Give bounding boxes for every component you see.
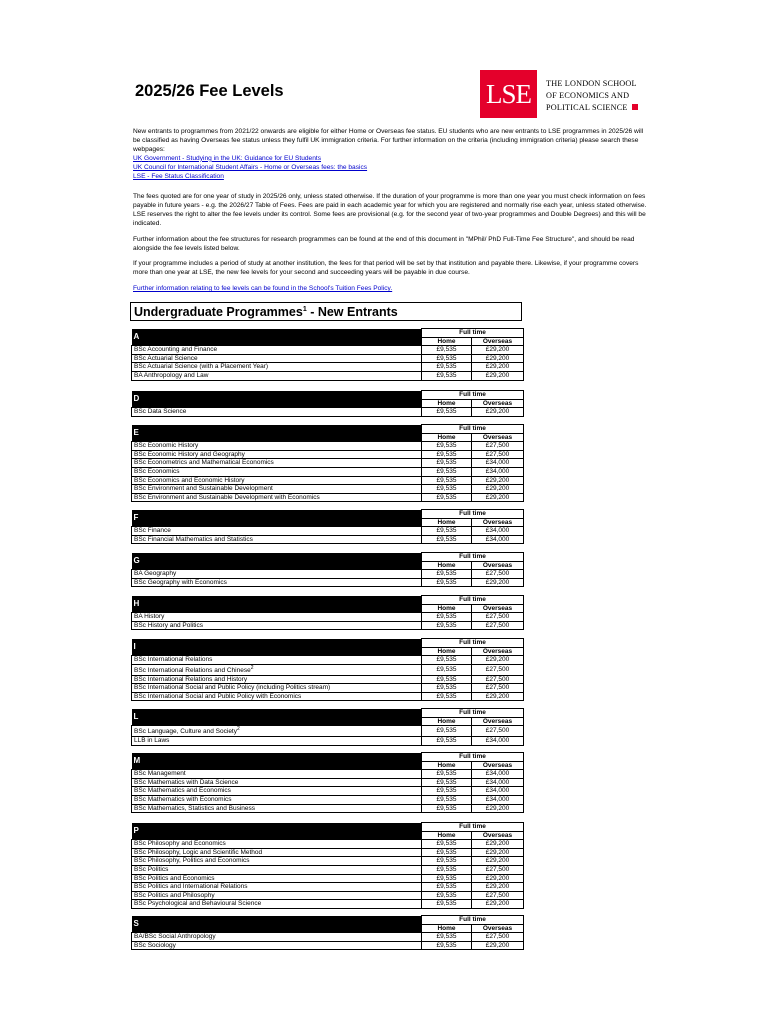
programme-name: BSc Economic History and Geography <box>132 450 422 459</box>
home-fee: £9,535 <box>422 874 472 883</box>
table-row <box>132 770 524 779</box>
home-fee: £9,535 <box>422 485 472 494</box>
overseas-header: Overseas <box>472 924 524 933</box>
table-row <box>132 621 524 630</box>
overseas-header: Overseas <box>472 831 524 840</box>
home-fee: £9,535 <box>422 684 472 693</box>
logo-line-2: OF ECONOMICS AND <box>546 91 630 100</box>
table-row <box>132 527 524 536</box>
table-row <box>132 535 524 544</box>
programme-name: BSc Politics <box>132 865 422 874</box>
full-time-header: Full time <box>422 639 524 648</box>
programme-name: BSc International Relations and History <box>132 675 422 684</box>
overseas-fee: £29,200 <box>472 363 524 372</box>
programme-name: BSc Geography with Economics <box>132 578 422 587</box>
table-row <box>132 795 524 804</box>
overseas-fee: £29,200 <box>472 485 524 494</box>
table-row <box>132 656 524 665</box>
programme-name: BSc Actuarial Science <box>132 354 422 363</box>
group-letter: I <box>132 639 422 656</box>
overseas-fee: £27,500 <box>472 865 524 874</box>
home-fee: £9,535 <box>422 804 472 813</box>
overseas-fee: £34,000 <box>472 787 524 796</box>
overseas-fee: £29,200 <box>472 578 524 587</box>
home-fee: £9,535 <box>422 848 472 857</box>
programme-name: BSc Mathematics, Statistics and Business <box>132 804 422 813</box>
fee-table-g <box>131 552 524 587</box>
home-fee: £9,535 <box>422 476 472 485</box>
table-row <box>132 891 524 900</box>
overseas-fee: £29,200 <box>472 874 524 883</box>
table-row <box>132 675 524 684</box>
overseas-fee: £34,000 <box>472 795 524 804</box>
overseas-fee: £34,000 <box>472 527 524 536</box>
fee-table-a <box>131 328 524 381</box>
table-row <box>132 371 524 380</box>
home-fee: £9,535 <box>422 527 472 536</box>
overseas-header: Overseas <box>472 518 524 527</box>
fee-table-h <box>131 595 524 630</box>
overseas-header: Overseas <box>472 433 524 442</box>
home-fee: £9,535 <box>422 656 472 665</box>
overseas-fee: £27,500 <box>472 450 524 459</box>
overseas-header: Overseas <box>472 717 524 726</box>
home-fee: £9,535 <box>422 613 472 622</box>
intro-paragraph-fees-quoted: The fees quoted are for one year of study in 2025/26 only, unless stated otherwise. If the duration of your programme is more than one year you must check information on fees payable in future years - e.g. the 2026/27 Table of Fees. Fees are paid in each academic year for which you are registered and normally rise each year, unless stated otherwise. LSE reserves the right to alter the fee levels under its control. Some fees are provisional (e.g. for the second year of two-year programmes and Double Degrees) and this will be indicated. <box>133 193 647 227</box>
overseas-fee: £27,500 <box>472 664 524 675</box>
overseas-header: Overseas <box>472 647 524 656</box>
overseas-fee: £29,200 <box>472 354 524 363</box>
programme-name: BSc Economics and Economic History <box>132 476 422 485</box>
full-time-header: Full time <box>422 753 524 762</box>
programme-name: BSc Economics <box>132 467 422 476</box>
table-row <box>132 848 524 857</box>
table-row <box>132 346 524 355</box>
table-row <box>132 736 524 745</box>
overseas-fee: £29,200 <box>472 656 524 665</box>
overseas-fee: £29,200 <box>472 883 524 892</box>
programme-name: BA/BSc Social Anthropology <box>132 933 422 942</box>
group-letter: F <box>132 510 422 527</box>
fee-table-s <box>131 915 524 950</box>
table-row <box>132 570 524 579</box>
overseas-fee: £34,000 <box>472 459 524 468</box>
programme-name: BA History <box>132 613 422 622</box>
home-fee: £9,535 <box>422 857 472 866</box>
section-title: Undergraduate Programmes$^1$ - New Entrants <box>130 302 522 321</box>
home-header: Home <box>422 433 472 442</box>
overseas-fee: £27,500 <box>472 442 524 451</box>
home-fee: £9,535 <box>422 408 472 417</box>
programme-name: BA Geography <box>132 570 422 579</box>
logo-line-1: THE LONDON SCHOOL <box>546 79 637 88</box>
table-row <box>132 865 524 874</box>
group-letter: L <box>132 709 422 726</box>
table-row <box>132 804 524 813</box>
logo-square-icon <box>632 104 638 110</box>
overseas-fee: £29,200 <box>472 857 524 866</box>
home-fee: £9,535 <box>422 736 472 745</box>
logo-line-3: POLITICAL SCIENCE <box>546 102 656 114</box>
home-fee: £9,535 <box>422 778 472 787</box>
full-time-header: Full time <box>422 709 524 718</box>
fee-table-d <box>131 390 524 417</box>
group-letter: E <box>132 425 422 442</box>
programme-name: BSc Politics and International Relations <box>132 883 422 892</box>
home-fee: £9,535 <box>422 535 472 544</box>
programme-name: BSc International Relations <box>132 656 422 665</box>
table-row <box>132 354 524 363</box>
intro-block <box>133 128 650 181</box>
table-row <box>132 874 524 883</box>
home-header: Home <box>422 831 472 840</box>
overseas-fee: £29,200 <box>472 476 524 485</box>
fee-table-e <box>131 424 524 502</box>
table-row <box>132 684 524 693</box>
overseas-fee: £27,500 <box>472 684 524 693</box>
home-header: Home <box>422 561 472 570</box>
table-row <box>132 485 524 494</box>
programme-name: BSc Mathematics with Data Science <box>132 778 422 787</box>
table-row <box>132 787 524 796</box>
home-fee: £9,535 <box>422 493 472 502</box>
overseas-header: Overseas <box>472 337 524 346</box>
home-header: Home <box>422 924 472 933</box>
overseas-header: Overseas <box>472 604 524 613</box>
home-fee: £9,535 <box>422 865 472 874</box>
full-time-header: Full time <box>422 916 524 925</box>
table-row <box>132 467 524 476</box>
table-row <box>132 778 524 787</box>
overseas-fee: £29,200 <box>472 692 524 701</box>
table-row <box>132 840 524 849</box>
programme-name: BSc Philosophy, Politics and Economics <box>132 857 422 866</box>
overseas-fee: £34,000 <box>472 467 524 476</box>
table-row <box>132 493 524 502</box>
home-fee: £9,535 <box>422 675 472 684</box>
group-letter: M <box>132 753 422 770</box>
home-fee: £9,535 <box>422 354 472 363</box>
lse-logo-wordmark <box>546 78 656 114</box>
link-tuition-fees-policy[interactable]: Further information relating to fee levels can be found in the School's Tuition Fees Policy. <box>133 285 393 292</box>
group-letter: P <box>132 823 422 840</box>
full-time-header: Full time <box>422 510 524 519</box>
table-row <box>132 578 524 587</box>
intro-paragraph-research: Further information about the fee structures for research programmes can be found at the end of this document in "MPhil/ PhD Full-Time Fee Structure", and should be read alongside the fee levels listed below. <box>133 236 635 252</box>
fee-table-p <box>131 822 524 909</box>
overseas-header: Overseas <box>472 761 524 770</box>
home-fee: £9,535 <box>422 664 472 675</box>
home-fee: £9,535 <box>422 840 472 849</box>
home-header: Home <box>422 647 472 656</box>
table-row <box>132 442 524 451</box>
table-row <box>132 900 524 909</box>
programme-name: BSc Actuarial Science (with a Placement Year) <box>132 363 422 372</box>
programme-name: BSc Management <box>132 770 422 779</box>
programme-name: BSc Environment and Sustainable Development <box>132 485 422 494</box>
home-fee: £9,535 <box>422 891 472 900</box>
programme-name: BSc Mathematics and Economics <box>132 787 422 796</box>
home-fee: £9,535 <box>422 692 472 701</box>
group-letter: G <box>132 553 422 570</box>
programme-name: BSc Psychological and Behavioural Science <box>132 900 422 909</box>
table-row <box>132 476 524 485</box>
home-fee: £9,535 <box>422 770 472 779</box>
home-fee: £9,535 <box>422 726 472 737</box>
home-fee: £9,535 <box>422 570 472 579</box>
programme-name: BSc International Social and Public Policy (including Politics stream) <box>132 684 422 693</box>
fee-table-f <box>131 509 524 544</box>
overseas-fee: £29,200 <box>472 493 524 502</box>
link-ukcisa-fees-basics[interactable]: UK Council for International Student Affairs - Home or Overseas fees: the basics <box>133 163 368 171</box>
overseas-header: Overseas <box>472 561 524 570</box>
programme-name: BSc International Relations and Chinese$^2$ <box>132 664 422 675</box>
programme-name: LLB in Laws <box>132 736 422 745</box>
overseas-fee: £27,500 <box>472 621 524 630</box>
home-fee: £9,535 <box>422 941 472 950</box>
full-time-header: Full time <box>422 596 524 605</box>
table-row <box>132 363 524 372</box>
home-fee: £9,535 <box>422 578 472 587</box>
overseas-header: Overseas <box>472 399 524 408</box>
overseas-fee: £29,200 <box>472 900 524 909</box>
home-header: Home <box>422 399 472 408</box>
home-fee: £9,535 <box>422 933 472 942</box>
overseas-fee: £29,200 <box>472 941 524 950</box>
group-letter: D <box>132 391 422 408</box>
overseas-fee: £34,000 <box>472 770 524 779</box>
home-fee: £9,535 <box>422 346 472 355</box>
full-time-header: Full time <box>422 329 524 338</box>
table-row <box>132 726 524 737</box>
full-time-header: Full time <box>422 553 524 562</box>
programme-name: BSc Economic History <box>132 442 422 451</box>
overseas-fee: £34,000 <box>472 778 524 787</box>
programme-name: BSc Financial Mathematics and Statistics <box>132 535 422 544</box>
programme-name: BSc History and Politics <box>132 621 422 630</box>
overseas-fee: £29,200 <box>472 346 524 355</box>
home-fee: £9,535 <box>422 787 472 796</box>
overseas-fee: £27,500 <box>472 570 524 579</box>
programme-name: BSc Mathematics with Economics <box>132 795 422 804</box>
overseas-fee: £27,500 <box>472 891 524 900</box>
table-row <box>132 857 524 866</box>
home-header: Home <box>422 761 472 770</box>
programme-name: BSc Econometrics and Mathematical Economics <box>132 459 422 468</box>
fee-table-i <box>131 638 524 701</box>
link-uk-government-guidance[interactable]: UK Government - Studying in the UK: Guidance for EU Students <box>133 154 322 162</box>
fee-table-l <box>131 708 524 746</box>
overseas-fee: £34,000 <box>472 535 524 544</box>
home-fee: £9,535 <box>422 363 472 372</box>
home-header: Home <box>422 604 472 613</box>
programme-name: BSc Accounting and Finance <box>132 346 422 355</box>
overseas-fee: £29,200 <box>472 848 524 857</box>
overseas-fee: £27,500 <box>472 613 524 622</box>
overseas-fee: £29,200 <box>472 840 524 849</box>
programme-name: BSc Language, Culture and Society$^2$ <box>132 726 422 737</box>
home-fee: £9,535 <box>422 883 472 892</box>
home-fee: £9,535 <box>422 442 472 451</box>
overseas-fee: £29,200 <box>472 804 524 813</box>
programme-name: BSc Philosophy, Logic and Scientific Method <box>132 848 422 857</box>
table-row <box>132 408 524 417</box>
home-fee: £9,535 <box>422 459 472 468</box>
table-row <box>132 883 524 892</box>
home-fee: £9,535 <box>422 795 472 804</box>
programme-name: BSc Politics and Economics <box>132 874 422 883</box>
programme-name: BSc International Social and Public Policy with Economics <box>132 692 422 701</box>
home-header: Home <box>422 518 472 527</box>
programme-name: BSc Finance <box>132 527 422 536</box>
table-row <box>132 692 524 701</box>
table-row <box>132 459 524 468</box>
group-letter: H <box>132 596 422 613</box>
table-row <box>132 664 524 675</box>
programme-name: BSc Data Science <box>132 408 422 417</box>
home-header: Home <box>422 717 472 726</box>
overseas-fee: £27,500 <box>472 675 524 684</box>
link-lse-fee-status[interactable]: LSE - Fee Status Classification <box>133 172 224 180</box>
overseas-fee: £27,500 <box>472 726 524 737</box>
overseas-fee: £34,000 <box>472 736 524 745</box>
home-fee: £9,535 <box>422 467 472 476</box>
overseas-fee: £29,200 <box>472 408 524 417</box>
intro-paragraph-eligibility: New entrants to programmes from 2021/22 onwards are eligible for either Home or Overseas fee status. EU students who are new entrants to LSE programmes in 2025/26 will be classified as having Overseas fee status unless they fulfil UK immigration criteria. For further information on the criteria (including immigration criteria) please search these webpages: <box>133 128 644 153</box>
table-row <box>132 941 524 950</box>
full-time-header: Full time <box>422 425 524 434</box>
home-fee: £9,535 <box>422 371 472 380</box>
overseas-fee: £29,200 <box>472 371 524 380</box>
programme-name: BSc Sociology <box>132 941 422 950</box>
table-row <box>132 613 524 622</box>
programme-name: BA Anthropology and Law <box>132 371 422 380</box>
home-fee: £9,535 <box>422 450 472 459</box>
home-header: Home <box>422 337 472 346</box>
overseas-fee: £27,500 <box>472 933 524 942</box>
lse-logo-mark: LSE <box>480 70 537 118</box>
programme-name: BSc Philosophy and Economics <box>132 840 422 849</box>
full-time-header: Full time <box>422 391 524 400</box>
home-fee: £9,535 <box>422 621 472 630</box>
full-time-header: Full time <box>422 823 524 832</box>
fee-table-m <box>131 752 524 813</box>
group-letter: A <box>132 329 422 346</box>
programme-name: BSc Politics and Philosophy <box>132 891 422 900</box>
home-fee: £9,535 <box>422 900 472 909</box>
programme-name: BSc Environment and Sustainable Development with Economics <box>132 493 422 502</box>
table-row <box>132 933 524 942</box>
group-letter: S <box>132 916 422 933</box>
intro-paragraph-other-institution: If your programme includes a period of study at another institution, the fees for that period will be set by that institution and payable there. Likewise, if your programme covers more than one year at LSE, the new fee levels for your second and succeeding years will be payable in due course. <box>133 260 639 276</box>
table-row <box>132 450 524 459</box>
page-title: 2025/26 Fee Levels <box>135 82 284 100</box>
